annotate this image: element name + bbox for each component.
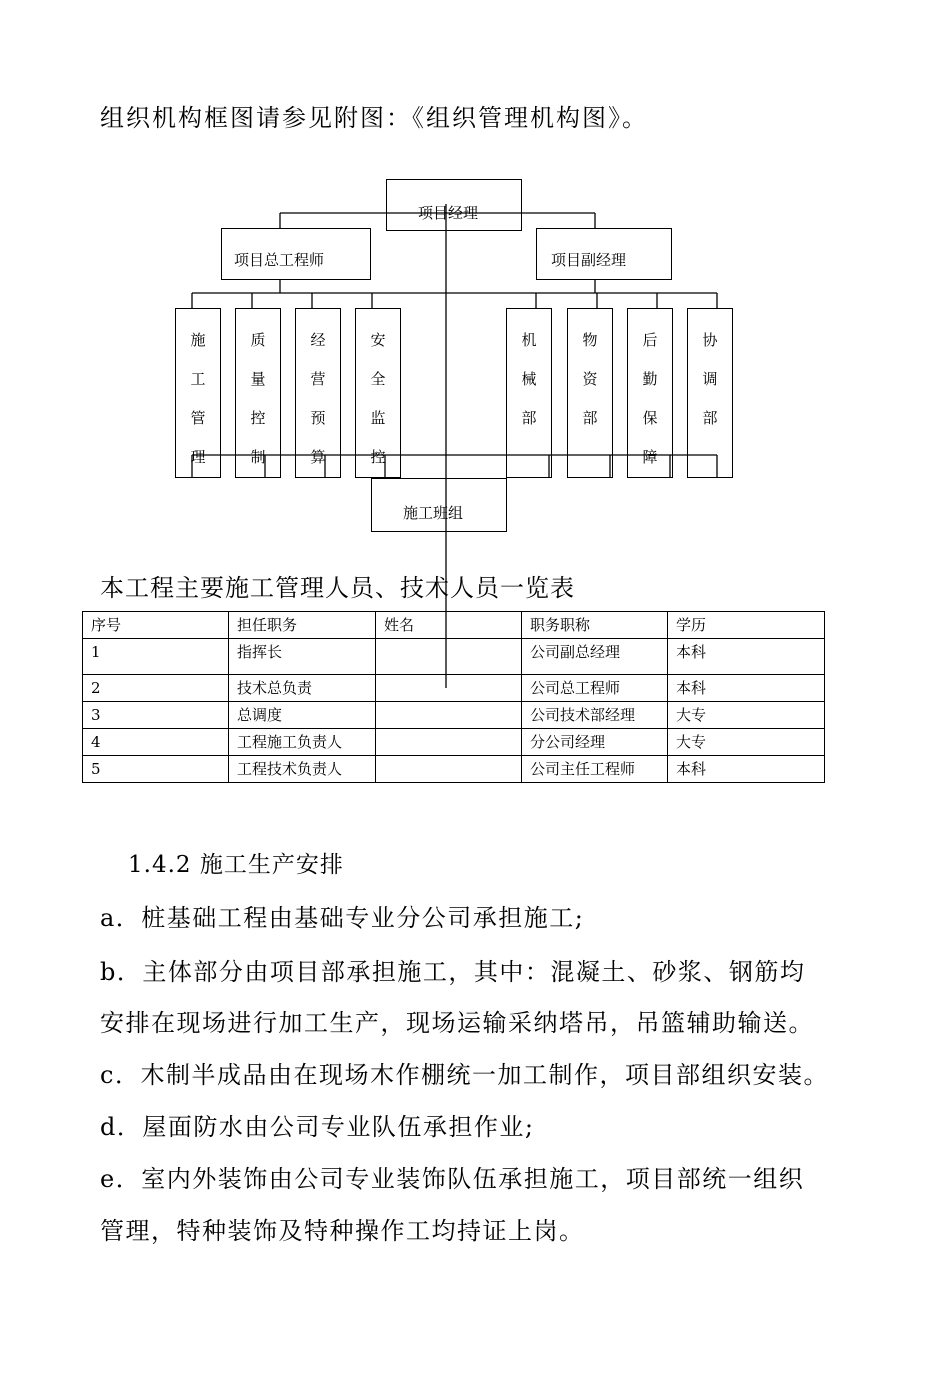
table-cell: 4: [83, 729, 229, 756]
dept-char: 安: [370, 331, 386, 349]
construction-team-label: 施工班组: [403, 504, 464, 522]
paragraph-line: a．桩基础工程由基础专业分公司承担施工;: [100, 904, 585, 932]
table-cell: 3: [83, 702, 229, 729]
table-cell: 大专: [668, 729, 825, 756]
staff-table: [82, 611, 825, 783]
dept-char: 调: [702, 370, 718, 388]
dept-char: 资: [582, 370, 598, 388]
dept-char: 障: [642, 448, 658, 466]
dept-char: 全: [370, 370, 386, 388]
table-cell: 本科: [668, 639, 825, 675]
table-row: [83, 639, 825, 675]
table-cell: [376, 729, 522, 756]
construction-team-box: [371, 478, 507, 532]
dept-char: 工: [190, 370, 206, 388]
dept-logistics: [627, 308, 673, 478]
dept-char: 管: [190, 409, 206, 427]
dept-coordination: [687, 308, 733, 478]
header-cell: 学历: [668, 612, 825, 639]
paragraph-line: 管理，特种装饰及特种操作工均持证上岗。: [100, 1217, 585, 1245]
table-cell: 大专: [668, 702, 825, 729]
table-cell: 公司总工程师: [522, 675, 668, 702]
paragraph-line: 安排在现场进行加工生产，现场运输采纳塔吊，吊篮辅助输送。: [100, 1009, 814, 1037]
dept-char: 部: [702, 409, 718, 427]
table-header-row: [83, 612, 825, 639]
table-cell: [376, 639, 522, 675]
dept-char: 协: [702, 331, 718, 349]
section-heading: 1.4.2 施工生产安排: [128, 852, 344, 878]
table-cell: [376, 702, 522, 729]
dept-quality-control: [235, 308, 281, 478]
dept-char: 质: [250, 331, 266, 349]
table-cell: 工程施工负责人: [229, 729, 376, 756]
header-cell: 职务职称: [522, 612, 668, 639]
project-manager-label: 项目经理: [418, 204, 479, 222]
table-cell: [376, 675, 522, 702]
dept-char: 理: [190, 448, 206, 466]
intro-text: 组织机构框图请参见附图：《组织管理机构图》。: [100, 104, 648, 132]
dept-char: 械: [521, 370, 537, 388]
chief-engineer-label: 项目总工程师: [234, 251, 325, 269]
deputy-manager-label: 项目副经理: [551, 251, 627, 269]
table-cell: 本科: [668, 675, 825, 702]
table-cell: 5: [83, 756, 229, 783]
table-cell: 2: [83, 675, 229, 702]
header-cell: 担任职务: [229, 612, 376, 639]
table-cell: [376, 756, 522, 783]
deputy-manager-box: [536, 228, 672, 280]
table-cell: 公司副总经理: [522, 639, 668, 675]
paragraph-line: d．屋面防水由公司专业队伍承担作业;: [100, 1113, 535, 1141]
dept-machinery: [506, 308, 552, 478]
paragraph-line: b．主体部分由项目部承担施工，其中：混凝土、砂浆、钢筋均: [100, 958, 806, 986]
table-cell: 技术总负责: [229, 675, 376, 702]
table-row: [83, 702, 825, 729]
table-row: [83, 729, 825, 756]
dept-materials: [567, 308, 613, 478]
dept-char: 算: [310, 448, 326, 466]
dept-business-budget: [295, 308, 341, 478]
dept-char: 机: [521, 331, 537, 349]
table-cell: 1: [83, 639, 229, 675]
paragraph-line: e．室内外装饰由公司专业装饰队伍承担施工，项目部统一组织: [100, 1165, 805, 1193]
dept-char: 制: [250, 448, 266, 466]
dept-char: 控: [250, 409, 266, 427]
dept-char: 施: [190, 331, 206, 349]
dept-char: 部: [521, 409, 537, 427]
table-title: 本工程主要施工管理人员、技术人员一览表: [100, 574, 575, 602]
table-cell: 指挥长: [229, 639, 376, 675]
table-cell: 公司技术部经理: [522, 702, 668, 729]
dept-safety-supervision: [355, 308, 401, 478]
dept-char: 经: [310, 331, 326, 349]
table-cell: 本科: [668, 756, 825, 783]
dept-construction-management: [175, 308, 221, 478]
dept-char: 监: [370, 409, 386, 427]
table-cell: 总调度: [229, 702, 376, 729]
dept-char: 量: [250, 370, 266, 388]
table-row: [83, 675, 825, 702]
dept-char: 物: [582, 331, 598, 349]
dept-char: 预: [310, 409, 326, 427]
dept-char: 勤: [642, 370, 658, 388]
chief-engineer-box: [221, 228, 371, 280]
dept-char: 控: [370, 448, 386, 466]
header-cell: 序号: [83, 612, 229, 639]
table-cell: 工程技术负责人: [229, 756, 376, 783]
paragraph-line: c．木制半成品由在现场木作棚统一加工制作，项目部组织安装。: [100, 1061, 829, 1089]
header-cell: 姓名: [376, 612, 522, 639]
project-manager-box: [386, 179, 522, 231]
dept-char: 保: [642, 409, 658, 427]
dept-char: 部: [582, 409, 598, 427]
table-cell: 公司主任工程师: [522, 756, 668, 783]
dept-char: 营: [310, 370, 326, 388]
table-cell: 分公司经理: [522, 729, 668, 756]
table-row: [83, 756, 825, 783]
dept-char: 后: [642, 331, 658, 349]
